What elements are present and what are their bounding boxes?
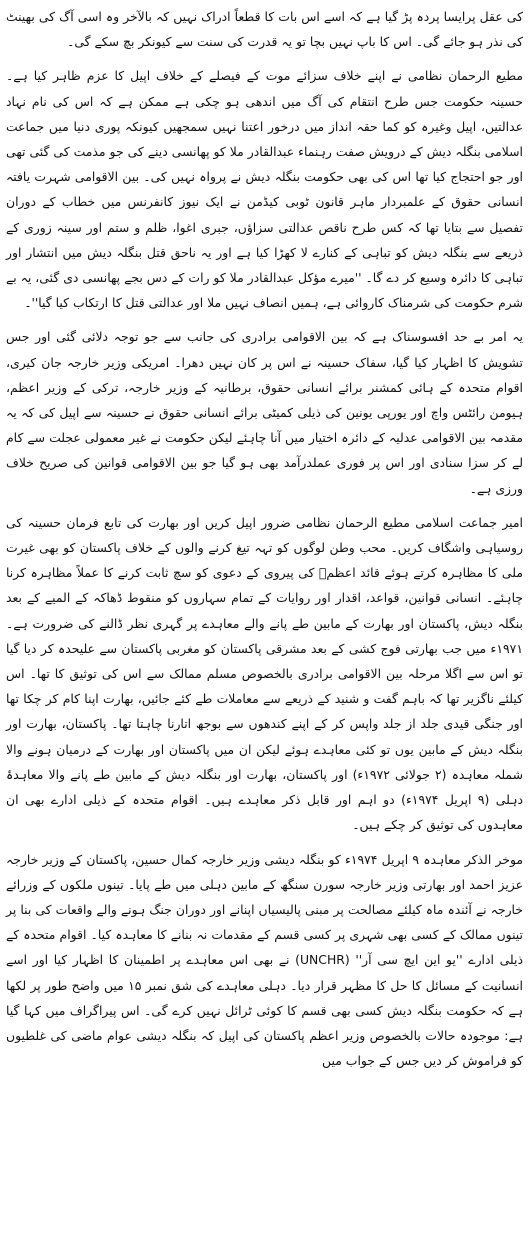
article-paragraph-1: کی عقل پرایسا پردہ پڑ گیا ہے کہ اسے اس بات کا قطعاً ادراک نہیں کہ بالآخر وہ اسی آگ کی بھینٹ کی نذر ہو جائے گی۔ اس کا باپ نہیں بچا تو یہ قدرت کی سنت سے کیونکر بچ سکے گی۔ <box>6 9 523 50</box>
article-paragraph-2: مطیع الرحمان نظامی نے اپنے خلاف سزائے موت کے فیصلے کے خلاف اپیل کا عزم ظاہر کیا ہے۔ حسینہ حکومت جس طرح انتقام کی آگ میں اندھی ہو چکی ہے ممکن ہے کہ اس کی نام نہاد عدالتیں، اپیل وغیرہ کو کما حقہ انداز میں درخور اعتنا نہیں سمجھیں کیونکہ پوری دنیا میں جماعت اسلامی بنگلہ دیش کے درویش صفت رہنماء عبدالقادر ملا کو پھانسی دینے کی جو مذمت کی گئی تھی اور جو احتجاج کیا تھا اس کی بھی حکومت بنگلہ دیش نے پرواہ نہیں کی۔ بین الاقوامی شہرت یافتہ انسانی حقوق کے علمبردار ماہر قانون ٹوبی کیڈمن نے ایک نیوز کانفرنس میں خطاب کے دوران تفصیل سے بتایا تھا کہ کس طرح ناقص عدالتی سزاؤں، جبری اغوا، ظلم و ستم اور سینہ زوری کے ذریعے سے بنگلہ دیش کو تباہی کے کنارے لا کھڑا کیا ہے اور یہ ناحق قتل بنگلہ دیش میں انتشار اور تباہی کا دائرہ وسیع کر دے گا۔ ''میرے مؤکل عبدالقادر ملا کو رات کے دس بجے پھانسی دی گئی، یہ بے شرم حکومت کی شرمناک کاروائی ہے، ہمیں انصاف نہیں ملا اور عدالتی قتل کا ارتکاب کیا گیا''۔ <box>6 68 523 311</box>
article-paragraph-5: موخر الذکر معاہدہ ۹ اپریل ۱۹۷۴ء کو بنگلہ دیشی وزیر خارجہ کمال حسین، پاکستان کے وزیر خارجہ عزیز احمد اور بھارتی وزیر خارجہ سورن سنگھ کے مابین دہلی میں طے پایا۔ تینوں ملکوں کے وزرائے خارجہ نے آئندہ ماہ کیلئے مصالحت پر مبنی پالیسیاں اپنانے اور دوران جنگ ہونے والے واقعات کی بنا پر تینوں ممالک کے کسی بھی شہری پر کسی قسم کے مقدمات نہ بنانے کا معاہدہ کیا۔ اقوام متحدہ کے ذیلی ادارے ''یو این ایچ سی آر'' (UNCHR) نے بھی اس معاہدے پر اطمینان کا اظہار کیا اور اسے انسانیت کے مسائل کا حل کا مظہر قرار دیا۔ دہلی معاہدے کی شق نمبر ۱۵ میں واضح طور پر لکھا ہے کہ حکومت بنگلہ دیش کسی بھی قسم کا کوئی ٹرائل نہیں کرے گی۔ اس پیراگراف میں کہا گیا ہے: موجودہ حالات بالخصوص وزیر اعظم پاکستان کی اپیل کہ بنگلہ دیشی عوام ماضی کی غلطیوں کو فراموش کر دیں جس کے جواب میں <box>6 851 523 1069</box>
article-paragraph-3: یہ امر بے حد افسوسناک ہے کہ بین الاقوامی برادری کی جانب سے جو توجہ دلائی گئی اور جس تشویش کا اظہار کیا گیا، سفاک حسینہ نے اس پر کان نہیں دھرا۔ امریکی وزیر خارجہ جان کیری، اقوام متحدہ کے ہائی کمشنر برائے انسانی حقوق، برطانیہ کے وزیر خارجہ، ترکی کے وزیر اعظم، ہیومن رائٹس واچ اور یورپی یونین کی ذیلی کمیٹی برائے انسانی حقوق نے حسینہ سے اپیل کی کہ یہ مقدمہ بین الاقوامی عدلیہ کے دائرہ اختیار میں آنا چاہئے لیکن حکومت نے غیر معمولی عجلت سے کام لے کر سزا سنادی اور اس پر فوری عملدرآمد بھی ہو گیا جو بین الاقوامی قوانین کی صریح خلاف ورزی ہے۔ <box>6 329 523 496</box>
article-paragraph-4: امیر جماعت اسلامی مطیع الرحمان نظامی ضرور اپیل کریں اور بھارت کی تابع فرمان حسینہ کی روسیاہی واشگاف کریں۔ محب وطن لوگوں کو تہہ تیغ کرنے والوں کے خلاف پاکستان کو بھی غیرت ملی کا مظاہرہ کرتے ہوئے قائد اعظمؒ کی پیروی کے دعوی کو سچ ثابت کرنے کا عملاً مظاہرہ کرنا چاہئے۔ انسانی قوانین، قواعد، اقدار اور روایات کے تمام سہاروں کو منقوط ڈھاکہ کے المیے کے بعد بنگلہ دیش، پاکستان اور بھارت کے مابین طے پانے والے معاہدے پر گہری نظر ڈالنے کی ضرورت ہے۔ ۱۹۷۱ء میں جب بھارتی فوج کشی کے بعد مشرقی پاکستان کو مغربی پاکستان سے علیحدہ کر دیا گیا تو اس سے اگلا مرحلہ بین الاقوامی برادری بالخصوص مسلم ممالک سے اس کی توثیق کا تھا۔ اس کیلئے ناگزیر تھا کہ باہم گفت و شنید کے ذریعے سے معاملات طے کئے جائیں، بھارت اپنا کام کر چکا تھا اور جنگی قیدی جلد از جلد واپس کر کے اپنے کندھوں سے بوجھ اتارنا چاہتا تھا۔ پاکستان، بھارت اور بنگلہ دیش کے مابین یوں تو کئی معاہدے ہوئے لیکن ان میں پاکستان اور بھارت کے درمیان ہونے والا شملہ معاہدہ (۲ جولائی ۱۹۷۲ء) اور پاکستان، بھارت اور بنگلہ دیش کے مابین طے پانے والا معاہدۂ دہلی (۹ اپریل ۱۹۷۴ء) دو اہم اور قابل ذکر معاہدے ہیں۔ اقوام متحدہ کے ذیلی ادارے بھی ان معاہدوں کی توثیق کر چکے ہیں۔ <box>6 514 523 833</box>
